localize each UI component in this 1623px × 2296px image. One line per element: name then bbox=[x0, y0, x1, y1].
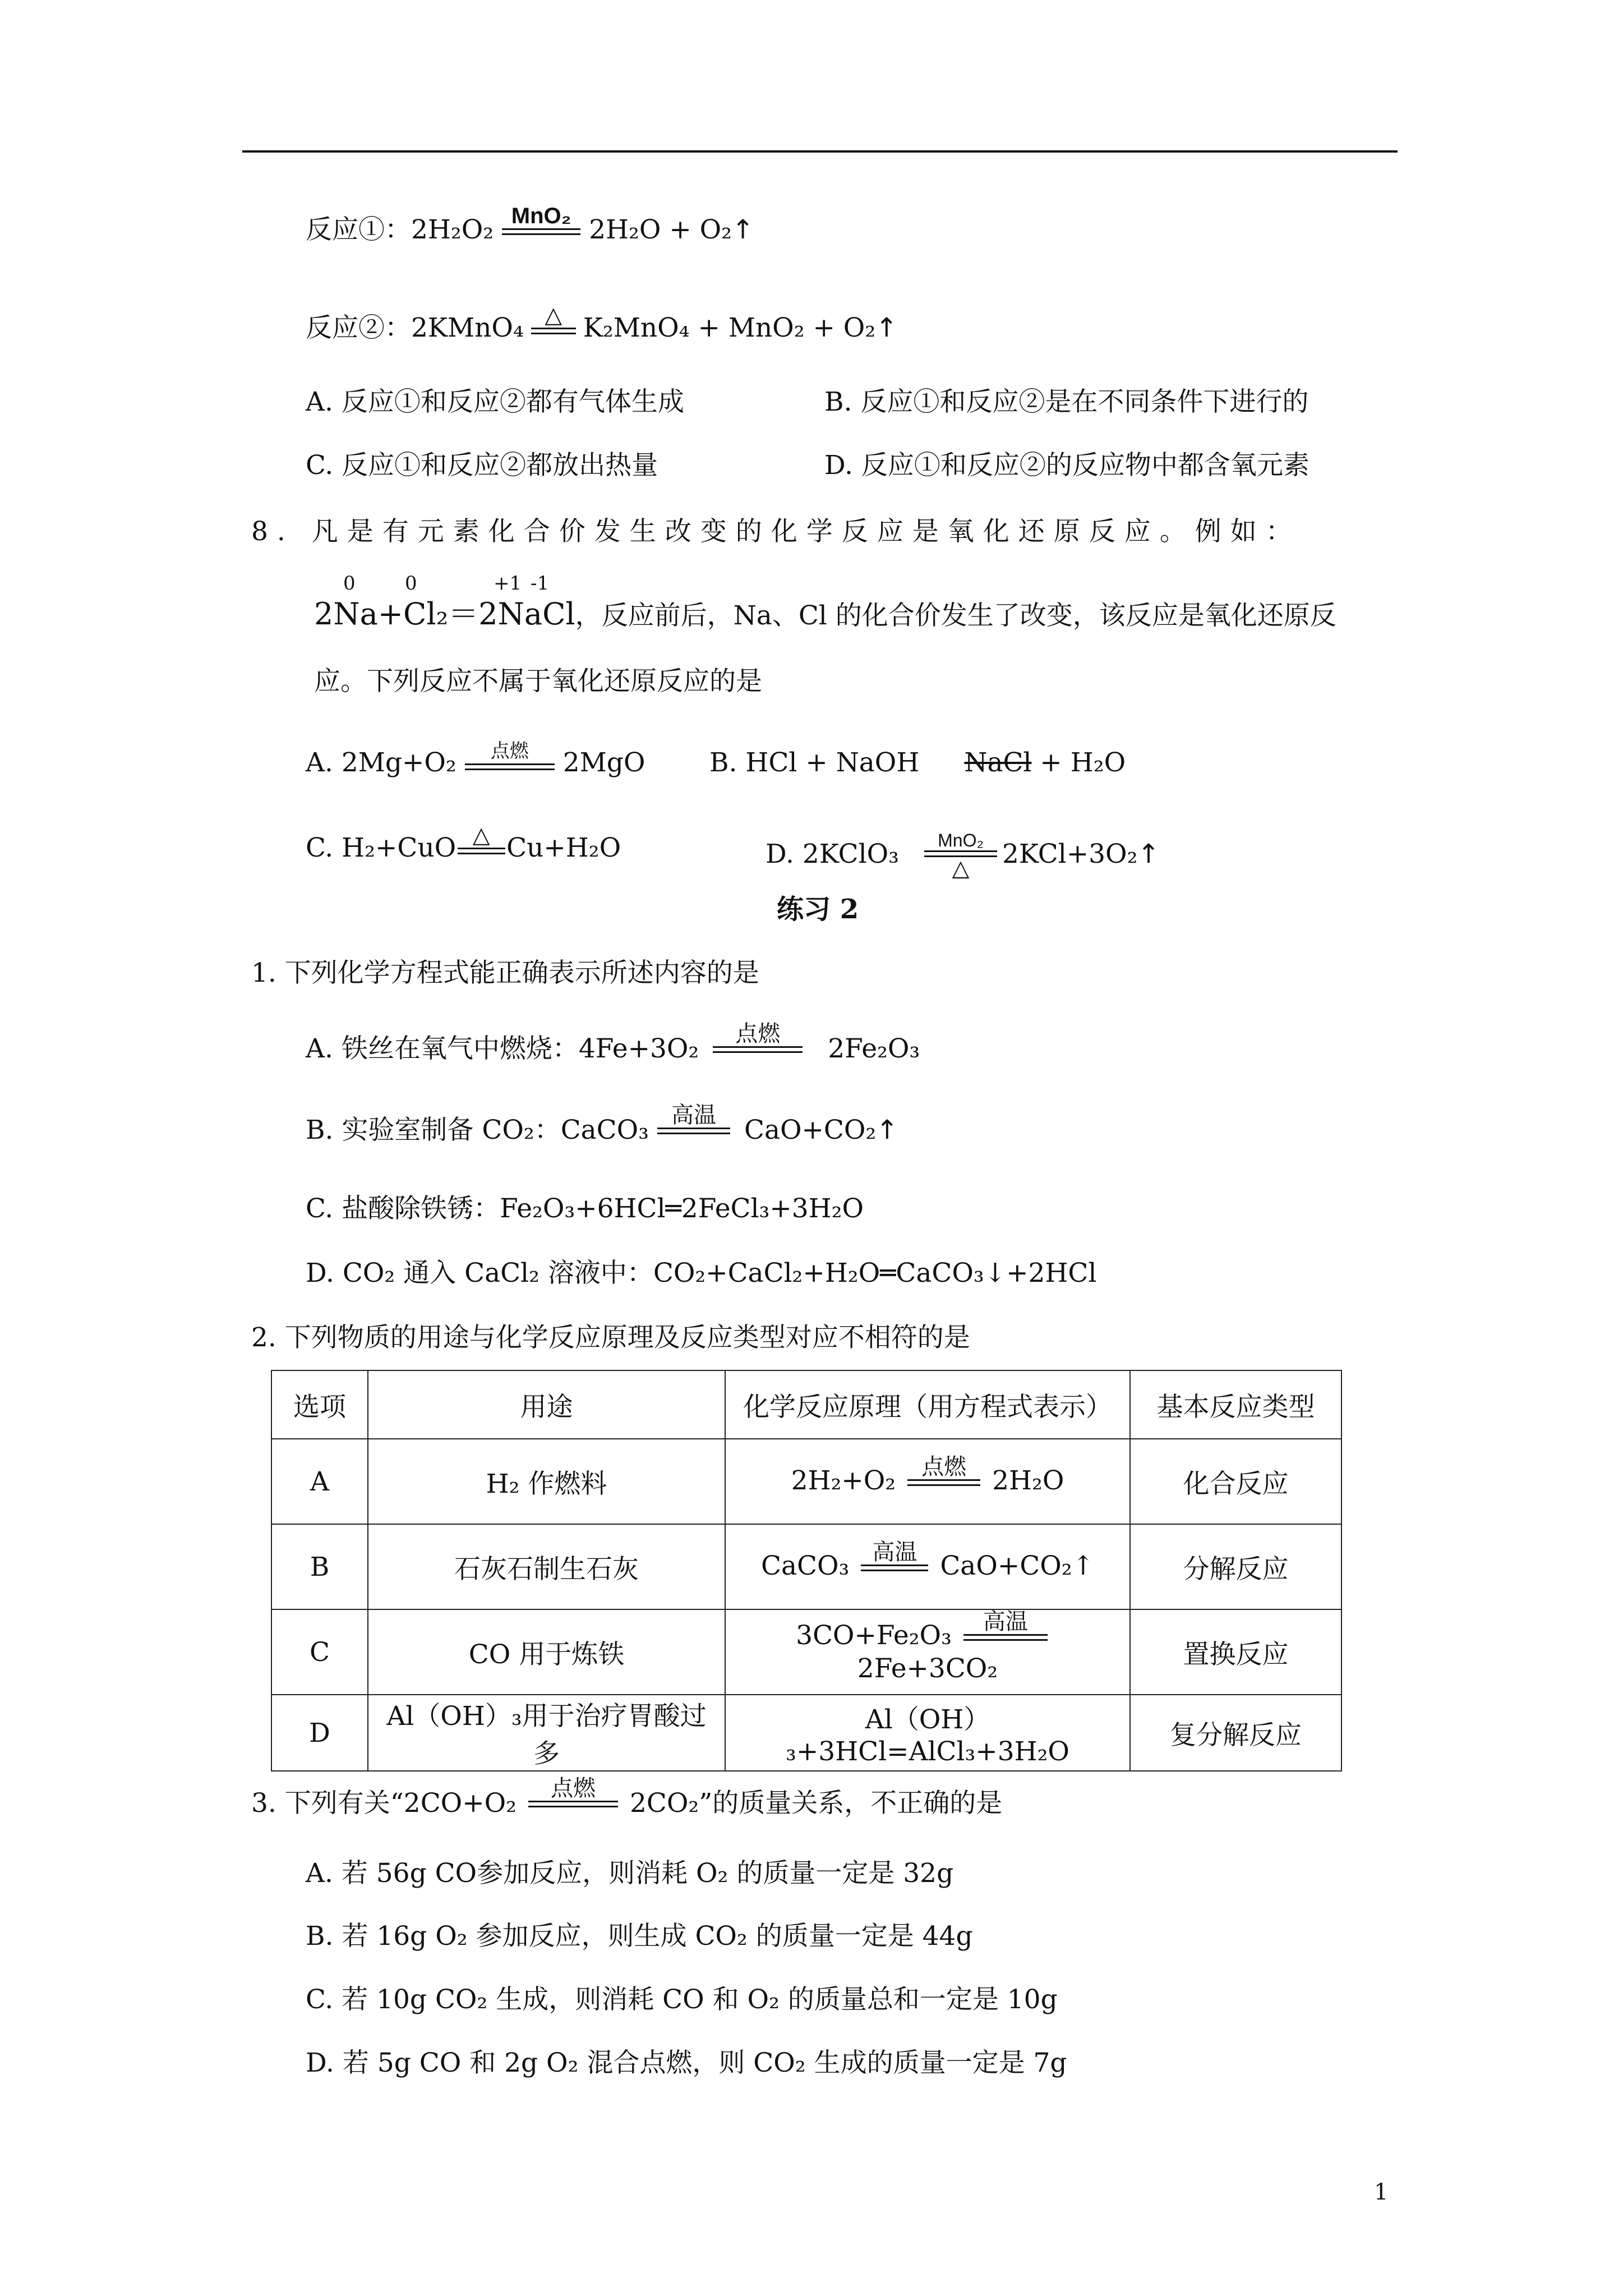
row-type: 化合反应 bbox=[1130, 1439, 1341, 1524]
example-equation: 2Na+Cl₂＝2NaCl bbox=[314, 596, 575, 632]
page-number: 1 bbox=[1374, 2179, 1389, 2205]
header-rule bbox=[242, 150, 1398, 153]
p3-option-d[interactable]: D. 若 5g CO 和 2g O₂ 混合点燃，则 CO₂ 生成的质量一定是 7g bbox=[306, 2047, 1067, 2078]
q7-option-b[interactable]: B. 反应①和反应②是在不同条件下进行的 bbox=[824, 386, 1309, 417]
row-option: B bbox=[271, 1524, 368, 1609]
q7-option-a[interactable]: A. 反应①和反应②都有气体生成 bbox=[306, 386, 684, 417]
gas-up-arrow-icon: ↑ bbox=[732, 214, 754, 245]
table-row bbox=[271, 1439, 1341, 1524]
valence-na-product: +1 bbox=[494, 572, 522, 595]
row-type: 置换反应 bbox=[1130, 1609, 1341, 1695]
row-use: Al（OH）₃用于治疗胃酸过多 bbox=[368, 1695, 725, 1771]
row-equation: 2H₂+O₂ 点燃 2H₂O bbox=[725, 1439, 1130, 1524]
row-option: D bbox=[271, 1695, 368, 1771]
p3-option-b[interactable]: B. 若 16g O₂ 参加反应，则生成 CO₂ 的质量一定是 44g bbox=[306, 1921, 973, 1952]
row-equation: 3CO+Fe₂O₃ 高温 2Fe+3CO₂ bbox=[725, 1609, 1130, 1695]
row-type: 复分解反应 bbox=[1130, 1695, 1341, 1771]
p3-option-a[interactable]: A. 若 56g CO参加反应，则消耗 O₂ 的质量一定是 32g bbox=[306, 1858, 954, 1889]
q7-option-d[interactable]: D. 反应①和反应②的反应物中都含氧元素 bbox=[824, 450, 1310, 481]
p1-stem: 1. 下列化学方程式能正确表示所述内容的是 bbox=[251, 958, 759, 988]
p1-b-condition: 高温 bbox=[654, 1103, 733, 1134]
q8-option-d[interactable]: D. 2KClO₃ MnO₂ △ 2KCl+3O₂↑ bbox=[766, 830, 1160, 881]
row-option: A bbox=[271, 1439, 368, 1524]
q8-option-b[interactable]: B. HCl + NaOH NaCl + H₂O bbox=[709, 747, 1126, 778]
q7-option-c[interactable]: C. 反应①和反应②都放出热量 bbox=[306, 450, 658, 481]
row-equation: Al（OH）₃+3HCl=AlCl₃+3H₂O bbox=[725, 1695, 1130, 1771]
gas-up-arrow-icon: ↑ bbox=[875, 312, 898, 343]
valence-na-reactant: 0 bbox=[343, 572, 356, 595]
row-option: C bbox=[271, 1609, 368, 1695]
header-type: 基本反应类型 bbox=[1130, 1370, 1341, 1439]
header-use: 用途 bbox=[368, 1370, 725, 1439]
row-use: CO 用于炼铁 bbox=[368, 1609, 725, 1695]
q8-stem-line2: 2Na+Cl₂＝2NaCl，反应前后，Na、Cl 的化合价发生了改变，该反应是氧化还原反 bbox=[314, 596, 1336, 632]
reaction-1: 反应①：2H₂O₂ MnO₂ 2H₂O + O₂↑ bbox=[306, 204, 754, 245]
p3-stem: 3. 下列有关“2CO+O₂ 点燃 2CO₂”的质量关系，不正确的是 bbox=[251, 1776, 1003, 1819]
p1-a-condition: 点燃 bbox=[710, 1022, 805, 1053]
p2-stem: 2. 下列物质的用途与化学反应原理及反应类型对应不相符的是 bbox=[251, 1322, 970, 1353]
q8-stem-line1: 8. 凡是有元素化合价发生改变的化学反应是氧化还原反应。例如： bbox=[251, 516, 1301, 547]
p2-table bbox=[271, 1370, 1342, 1772]
p3-condition: 点燃 bbox=[525, 1776, 621, 1807]
p1-option-b[interactable]: B. 实验室制备 CO₂：CaCO₃ 高温 CaO+CO₂↑ bbox=[306, 1103, 898, 1145]
valence-cl-product: -1 bbox=[531, 572, 550, 595]
row-equation: CaCO₃ 高温 CaO+CO₂↑ bbox=[725, 1524, 1130, 1609]
table-header-row bbox=[271, 1370, 1341, 1439]
reaction-1-condition: MnO₂ bbox=[499, 204, 583, 235]
header-option: 选项 bbox=[271, 1370, 368, 1439]
table-row bbox=[271, 1695, 1341, 1771]
reaction-2-condition: △ bbox=[528, 303, 579, 334]
p1-option-c[interactable]: C. 盐酸除铁锈：Fe₂O₃+6HCl═2FeCl₃+3H₂O bbox=[306, 1193, 864, 1224]
q8-option-a[interactable]: A. 2Mg+O₂ 点燃 2MgO bbox=[306, 746, 645, 780]
q8-d-condition: MnO₂ △ bbox=[921, 830, 1000, 880]
p1-option-a[interactable]: A. 铁丝在氧气中燃烧：4Fe+3O₂ 点燃 2Fe₂O₃ bbox=[306, 1022, 920, 1064]
section-title: 练习 2 bbox=[777, 894, 859, 925]
row-use: 石灰石制生石灰 bbox=[368, 1524, 725, 1609]
q8-stem-line3: 应。下列反应不属于氧化还原反应的是 bbox=[314, 666, 762, 697]
p1-option-d[interactable]: D. CO₂ 通入 CaCl₂ 溶液中：CO₂+CaCl₂+H₂O═CaCO₃↓+2HCl bbox=[306, 1258, 1097, 1289]
q8-a-condition: 点燃 bbox=[462, 739, 557, 770]
table-row bbox=[271, 1609, 1341, 1695]
table-row bbox=[271, 1524, 1341, 1609]
row-use: H₂ 作燃料 bbox=[368, 1439, 725, 1524]
q8-option-c[interactable]: C. H₂+CuO △ Cu+H₂O bbox=[306, 823, 621, 863]
p3-option-c[interactable]: C. 若 10g CO₂ 生成，则消耗 CO 和 O₂ 的质量总和一定是 10g bbox=[306, 1984, 1058, 2015]
gas-up-arrow-icon: ↑ bbox=[876, 1115, 898, 1145]
gas-up-arrow-icon: ↑ bbox=[1137, 839, 1160, 869]
q8-c-condition: △ bbox=[456, 823, 506, 854]
header-principle: 化学反应原理（用方程式表示） bbox=[725, 1370, 1130, 1439]
row-type: 分解反应 bbox=[1130, 1524, 1341, 1609]
reaction-2: 反应②：2KMnO₄ △ K₂MnO₄ + MnO₂ + O₂↑ bbox=[306, 303, 898, 343]
valence-cl-reactant: 0 bbox=[405, 572, 417, 595]
